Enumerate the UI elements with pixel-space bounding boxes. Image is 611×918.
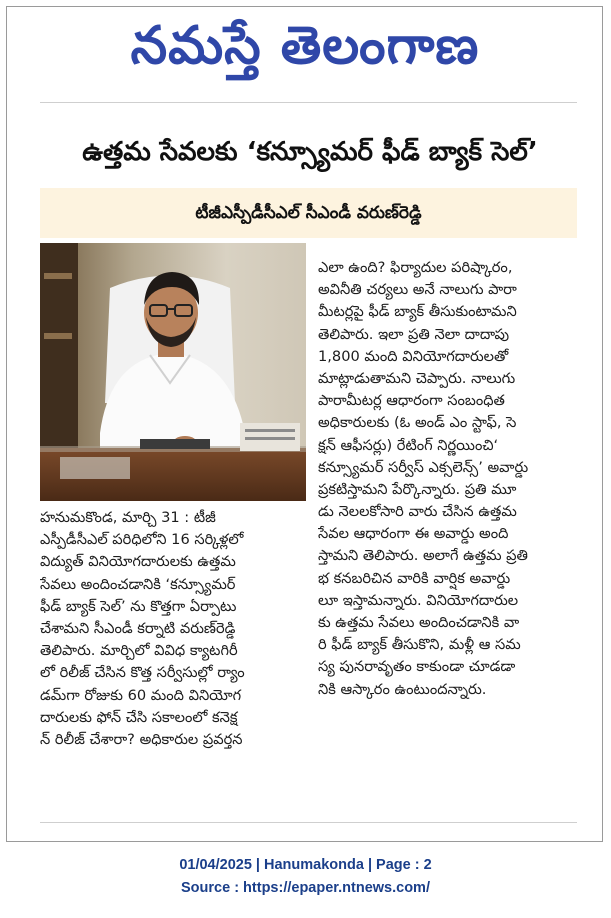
text-line: విద్యుత్ వినియోగదారులకు ఉత్తమ (40, 553, 236, 571)
text-line: తెలిపారు. ఇలా ప్రతి నెలా దాదాపు (318, 325, 510, 343)
source-link[interactable]: Source : https://epaper.ntnews.com/ (181, 880, 430, 896)
text-line: న్ రిలీజ్ చేశారా? అధికారుల ప్రవర్తన (40, 730, 243, 748)
text-line: ఫీడ్ బ్యాక్ సెల్’ ను కొత్తగా ఏర్పాటు (40, 597, 237, 615)
text-line: కు ఉత్తమ సేవలు అందించడానికి వా (318, 614, 520, 631)
text-line: ఎలా ఉంది? ఫిర్యాదుల పరిష్కారం, (318, 259, 513, 276)
text-line: ఎస్పీడీసీఎల్ పరిధిలోని 16 సర్కిళ్లలో (40, 531, 244, 549)
text-line: స్తామని తెలిపారు. అలాగే ఉత్తమ ప్రతి (318, 547, 528, 565)
text-line: పారామీటర్ల ఆధారంగా సంబంధిత (318, 392, 505, 410)
masthead-divider (40, 102, 577, 103)
article-headline: ఉత్తమ సేవలకు ‘కన్స్యూమర్ ఫీడ్ బ్యాక్ సెల్’ (82, 137, 538, 167)
article-subheadline: టీజీఎస్పీడీసీఎల్ సీఎండీ వరుణ్‌రెడ్డి (195, 203, 422, 223)
text-line: కన్స్యూమర్ సర్వీస్ ఎక్సలెన్స్’ అవార్డు (318, 458, 529, 476)
text-line: సేవల ఆధారంగా ఈ అవార్డు అంది (318, 525, 509, 543)
article-right-column (318, 257, 580, 817)
text-line: డు నెలలకోసారి వారు చేసిన ఉత్తమ (318, 503, 517, 521)
text-line: అధికారులకు (ఓ అండ్ ఎం స్టాఫ్, సె (318, 414, 517, 432)
text-line: 1,800 మంది వినియోగదారులతో (318, 347, 509, 365)
text-line: భ కనబరిచిన వారికి వార్షిక అవార్డు (318, 569, 511, 587)
text-line: లూ ఇస్తామన్నారు. వినియోగదారుల (318, 591, 519, 609)
text-line: మీటర్లపై ఫీడ్ బ్యాక్ తీసుకుంటామని (318, 303, 517, 321)
text-line: నికి ఆస్కారం ఉంటుందన్నారు. (318, 680, 487, 698)
text-line: తెలిపారు. మార్చిలో వివిధ క్యాటగిరీ (40, 642, 238, 660)
text-line: దారులకు ఫోన్ చేసి సకాలంలో కనెక్ష (40, 708, 238, 726)
text-line: డమ్‌గా రోజుకు 60 మంది వినియోగ (40, 686, 242, 704)
text-line: సేవలు అందించడానికి ‘కన్స్యూమర్ (40, 575, 236, 593)
text-line: అవినీతి చర్యలు అనే నాలుగు పారా (318, 281, 517, 299)
text-line: స్య పునరావృతం కాకుండా చూడడా (318, 658, 516, 676)
text-line: ప్రకటిస్తామని పేర్కొన్నారు. ప్రతి మూ (318, 480, 517, 498)
cmd-photo-illustration (40, 243, 306, 501)
text-line: మాట్లాడుతామని చెప్పారు. నాలుగు (318, 369, 516, 387)
text-line: రి ఫీడ్ బ్యాక్ తీసుకొని, మళ్లీ ఆ సమ (318, 636, 521, 654)
edition-info: 01/04/2025 | Hanumakonda | Page : 2 (179, 857, 432, 873)
text-line: హనుమకొండ, మార్చి 31 : టీజీ (40, 509, 216, 526)
text-line: చేశామని సీఎండీ కర్నాటి వరుణ్‌రెడ్డి (40, 619, 236, 637)
text-line: క్షన్ ఆఫీసర్లు) రేటింగ్ నిర్ణయించి‘ (318, 436, 499, 454)
article-bottom-divider (40, 822, 577, 823)
article-left-column (40, 507, 308, 817)
cmd-photo (40, 243, 306, 501)
newspaper-masthead: నమస్తే తెలంగాణ (130, 16, 480, 76)
text-line: లో రిలీజ్ చేసిన కొత్త సర్వీసుల్లో ర్యాం (40, 664, 245, 682)
